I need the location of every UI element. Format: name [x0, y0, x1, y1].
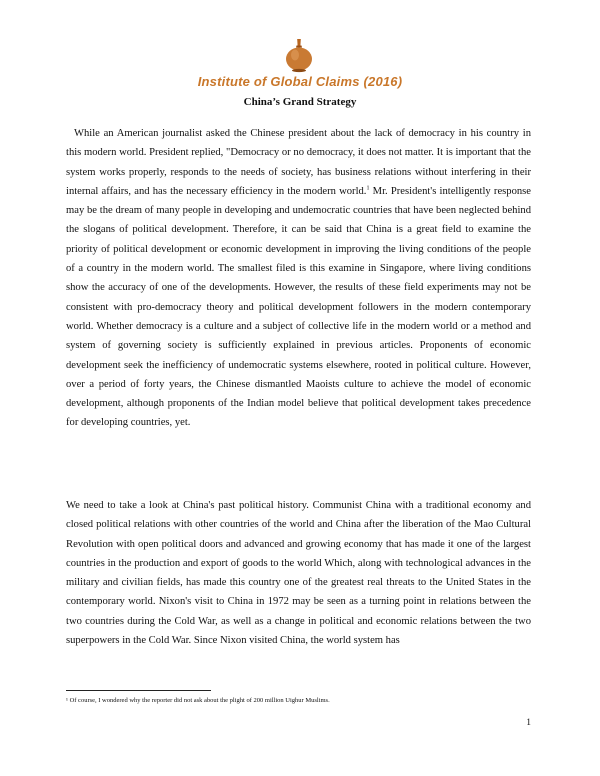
body-paragraph-2: We need to take a look at China's past political history. Communist China with a traditional economy and closed political relations with other countries of the world and China after the liberation of the Mao Cultural Revolution with open political doors and advanced and growing economy that has made it one of the largest countries in the production and export of goods to the world Which, along with technological advances in the military and civilian fields, has made this country one of the greatest real threats to the United States in the contemporary world. Nixon's visit to China in 1972 may be seen as a turning point in relations between the two countries during the Cold War, as well as a change in political and economic relations between the two superpowers in the Cold War. Since Nixon visited China, the world system has [66, 500, 531, 647]
institute-name: Institute of Global Claims (2016) [197, 74, 403, 89]
paragraph-1-rest-text: Mr. President's intelligently response may be the dream of many people in developing and undemocratic countries that have been neglected behind the slogans of political development. Therefore, it can be said that China is a great field to examine the priority of political development or economic development in improving the living conditions of the people of a country in the modern world. The smallest filed is this examine in Singapore, where living conditions show the accuracy of one of the developments. However, the results of these field experiments may not be consistent with pro-democracy theory and political development followers in the modern contemporary world. Whether democracy is a culture and a subject of collective life in the modern world or a method and system of governing society is sufficiently explained in previous articles. Proponents of economic development seek the inefficiency of undemocratic systems elsewhere, rooted in political culture. However, over a period of forty years, the Chinese dismantled Maoists culture to achieve the model of economic development, although proponents of the Indian model believe that political development takes precedence for developing countries, yet. [66, 185, 531, 429]
clay-pot-logo-icon [281, 37, 317, 73]
page-number: 1 [526, 718, 531, 728]
footnote-separator [66, 690, 211, 691]
paragraph-1-lead-text: While an American journalist asked the Chinese president about the lack of democracy in his country in this modern world. President replied, "Democracy or no democracy, it does not matter. It is important that the system works properly, responds to the needs of society, has business relations without interfering in their internal affairs, and has the necessary efficiency in the modern world. [66, 128, 531, 197]
body-paragraph-1 [66, 124, 531, 433]
footnote-text: ¹ Of course, I wondered why the reporter did not ask about the plight of 200 million Uighur Muslims. [66, 697, 330, 704]
document-title: China’s Grand Strategy [243, 96, 357, 108]
footnote-reference[interactable]: 1 [366, 185, 370, 192]
